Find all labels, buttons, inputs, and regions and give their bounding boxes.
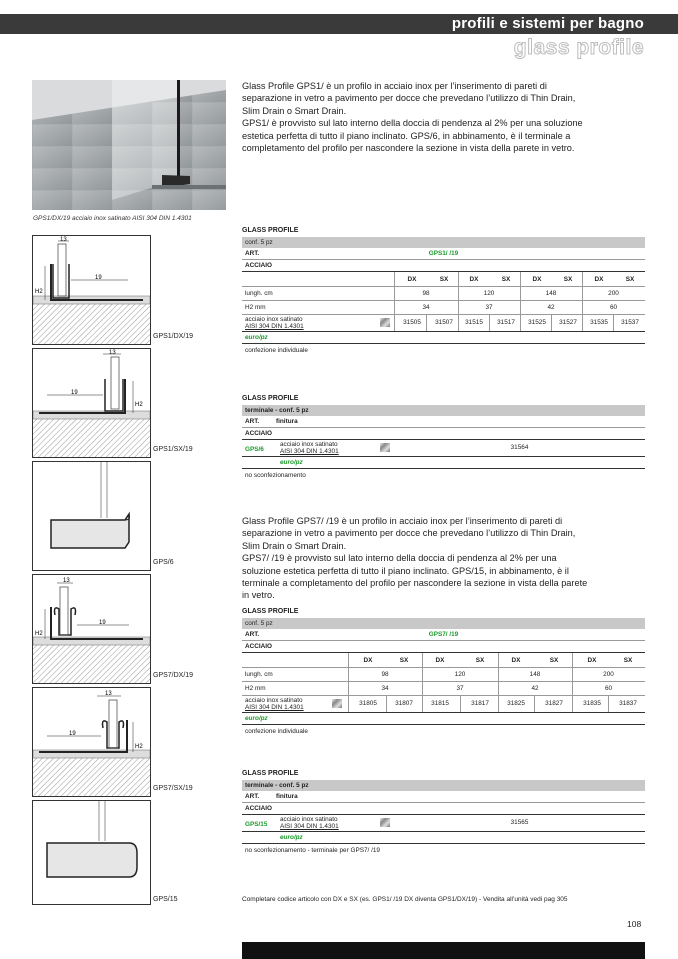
drawing-gps15: [32, 800, 151, 905]
text-line: estetica perfetta di tutto il piano inclinato. GPS/6, in abbinamento, è il terminale a: [242, 130, 571, 141]
sx-header: SX: [439, 276, 449, 283]
text-line: soluzione estetica perfetta di tutto il piano inclinato. GPS/15, in abbinamento, è il: [242, 565, 569, 576]
table-gps7: [242, 606, 645, 738]
table-material-row: [242, 803, 645, 815]
table-material-row: [242, 428, 645, 440]
finish-spec: AISI 304 DIN 1.4301: [245, 704, 304, 711]
text-line: separazione in vetro a pavimento per docce che prevedano l’utilizzo di Thin Drain,: [242, 93, 576, 104]
table-art-row: [242, 791, 645, 803]
page-header-bar: [0, 14, 678, 34]
table-length-row: [242, 287, 645, 301]
table-dxsx-row: [242, 653, 645, 668]
text-line: in vetro.: [242, 590, 275, 601]
code-cell: 31507: [435, 319, 453, 326]
photo-caption: GPS1/DX/19 acciaio inox satinato AISI 304 DIN 1.4301: [33, 215, 192, 222]
material-label: ACCIAIO: [245, 430, 272, 437]
finish-label: [245, 697, 304, 711]
length-value: 200: [608, 290, 619, 297]
finish-spec: AISI 304 DIN 1.4301: [245, 323, 304, 330]
table-title: GLASS PROFILE: [242, 608, 299, 615]
table-conf: conf. 5 pz: [242, 618, 645, 629]
code-cell: 31807: [395, 700, 413, 707]
length-value: 98: [422, 290, 430, 297]
sx-header: SX: [625, 276, 635, 283]
dim-side-label: 19: [69, 731, 76, 737]
material-label: ACCIAIO: [245, 805, 272, 812]
length-value: 148: [529, 671, 541, 678]
drawing-label: GPS/15: [153, 896, 178, 903]
h2-value: 42: [531, 685, 539, 692]
sx-header: SX: [501, 276, 511, 283]
sx-header: SX: [563, 276, 573, 283]
footer-bar: [242, 942, 645, 959]
art-label: ART.: [245, 250, 260, 257]
pack-label: no sconfezionamento: [245, 472, 306, 479]
table-pack-row: [242, 725, 645, 738]
sx-header: SX: [623, 657, 633, 664]
table-title: GLASS PROFILE: [242, 395, 299, 402]
section-title: profili e sistemi per bagno: [451, 15, 644, 32]
table-gps1: [242, 225, 645, 357]
art-label: ART.: [245, 418, 260, 425]
dx-header: DX: [435, 657, 445, 664]
dx-header: DX: [594, 276, 604, 283]
drawing-gps1-dx: [32, 235, 151, 345]
table-conf: terminale - conf. 5 pz: [242, 405, 645, 416]
dim-side-label: 19: [71, 390, 78, 396]
length-label: lungh. cm: [245, 671, 273, 678]
table-art-row: [242, 248, 645, 260]
text-line: terminale a completamento del profilo per nascondere la sezione in vista della parete: [242, 578, 588, 589]
drawing-gps1-sx: [32, 348, 151, 458]
table-h2-row: [242, 682, 645, 696]
code-cell: 31817: [471, 700, 489, 707]
finish-swatch: [332, 699, 342, 708]
h2-value: 60: [604, 685, 613, 692]
text-line: GPS7/ /19 è provvisto sul lato interno della doccia di pendenza al 2% per una: [242, 553, 557, 564]
dx-header: DX: [469, 276, 479, 283]
sx-header: SX: [549, 657, 559, 664]
article-code: GPS7/ /19: [428, 631, 459, 638]
table-conf: terminale - conf. 5 pz: [242, 780, 645, 791]
text-line: GPS1/ è provvisto sul lato interno della doccia di pendenza al 2% per una soluzione: [242, 118, 583, 129]
text-line: Glass Profile GPS1/ è un profilo in acciaio inox per l’inserimento di pareti di: [242, 81, 547, 91]
code-cell: 31515: [465, 319, 483, 326]
text-line: Slim Drain o Smart Drain.: [242, 105, 347, 116]
product-photo: [32, 80, 226, 210]
section-subtitle: glass profile: [513, 36, 644, 59]
table-euro-row: [242, 832, 645, 844]
code-cell: 31827: [545, 700, 563, 707]
table-title: GLASS PROFILE: [242, 770, 299, 777]
finish-spec: AISI 304 DIN 1.4301: [280, 823, 339, 830]
dim-h2-label: H2: [135, 744, 143, 750]
dim-side-label: 19: [99, 620, 106, 626]
table-material-row: [242, 641, 645, 653]
finish-swatch: [380, 318, 390, 327]
material-label: ACCIAIO: [245, 643, 272, 650]
dx-header: DX: [511, 657, 521, 664]
table-material-row: [242, 260, 645, 272]
dim-top-label: 13: [63, 578, 70, 584]
h2-label: H2 mm: [245, 304, 266, 311]
code-cell: 31525: [528, 319, 546, 326]
description-gps7: [242, 515, 642, 602]
code-cell: 31537: [621, 319, 639, 326]
table-gps6: [242, 393, 645, 482]
code-cell: 31805: [359, 700, 377, 707]
dim-h2-label: H2: [35, 631, 43, 637]
code-cell: 31565: [510, 819, 529, 826]
length-value: 200: [603, 671, 614, 678]
table-euro-row: [242, 332, 645, 344]
drawing-label: GPS1/SX/19: [153, 446, 193, 453]
euro-label: euro/pz: [280, 834, 303, 841]
code-cell: 31535: [590, 319, 608, 326]
sx-header: SX: [399, 657, 409, 664]
drawing-label: GPS7/DX/19: [153, 672, 194, 679]
h2-value: 42: [547, 304, 555, 311]
finish-label: [280, 441, 339, 455]
table-h2-row: [242, 301, 645, 315]
length-value: 98: [381, 671, 389, 678]
finitura-label: finitura: [276, 418, 298, 425]
table-pack-row: [242, 344, 645, 357]
euro-label: euro/pz: [245, 715, 268, 722]
finish-spec: AISI 304 DIN 1.4301: [280, 448, 339, 455]
sx-header: SX: [475, 657, 485, 664]
code-cell: 31825: [507, 700, 525, 707]
footnote: Completare codice articolo con DX e SX (es. GPS1/ /19 DX diventa GPS1/DX/19) - Vendita all’unità vedi pag 305: [242, 896, 568, 903]
length-value: 148: [545, 290, 557, 297]
finish-label: [280, 816, 339, 830]
drawing-gps6: [32, 461, 151, 571]
dx-header: DX: [363, 657, 373, 664]
material-label: ACCIAIO: [245, 262, 272, 269]
finish-swatch: [380, 818, 390, 827]
code-cell: 31835: [583, 700, 601, 707]
finish-name: acciaio inox satinato: [245, 697, 303, 704]
dx-header: DX: [532, 276, 542, 283]
pack-label: confezione individuale: [245, 728, 308, 735]
page-number: 108: [627, 919, 642, 929]
code-cell: 31837: [619, 700, 637, 707]
euro-label: euro/pz: [280, 459, 303, 466]
drawing-label: GPS7/SX/19: [153, 785, 193, 792]
drawing-label: GPS/6: [153, 559, 174, 566]
drawing-gps7-sx: [32, 687, 151, 797]
h2-value: 37: [456, 685, 464, 692]
finish-name: acciaio inox satinato: [280, 816, 338, 823]
dx-header: DX: [587, 657, 597, 664]
h2-value: 34: [422, 304, 430, 311]
article-code: GPS/15: [245, 821, 268, 828]
h2-value: 60: [609, 304, 618, 311]
dim-h2-label: H2: [35, 289, 43, 295]
art-label: ART.: [245, 793, 260, 800]
code-cell: 31505: [403, 319, 421, 326]
drawing-label: GPS1/DX/19: [153, 333, 194, 340]
table-length-row: [242, 668, 645, 682]
table-codes-row: [242, 696, 645, 713]
pack-label: confezione individuale: [245, 347, 308, 354]
h2-label: H2 mm: [245, 685, 266, 692]
table-codes-row: [242, 315, 645, 332]
table-title: GLASS PROFILE: [242, 227, 299, 234]
dim-h2-label: H2: [135, 402, 143, 408]
dim-top-label: 13: [105, 691, 112, 697]
finitura-label: finitura: [276, 793, 298, 800]
table-code-row: [242, 815, 645, 832]
code-cell: 31517: [497, 319, 515, 326]
table-gps15: [242, 768, 645, 857]
code-cell: 31815: [431, 700, 449, 707]
table-art-row: [242, 629, 645, 641]
length-label: lungh. cm: [245, 290, 273, 297]
length-value: 120: [483, 290, 495, 297]
finish-swatch: [380, 443, 390, 452]
dim-top-label: 13: [109, 350, 116, 356]
code-cell: 31564: [510, 444, 529, 451]
article-code: GPS/6: [245, 446, 264, 453]
table-conf: conf. 5 pz: [242, 237, 645, 248]
euro-label: euro/pz: [245, 334, 268, 341]
text-line: completamento del profilo per nascondere la sezione in vista della parete in vetro.: [242, 143, 575, 154]
description-gps1: [242, 80, 642, 154]
table-pack-row: [242, 844, 645, 857]
dim-side-label: 19: [95, 275, 102, 281]
table-code-row: [242, 440, 645, 457]
table-euro-row: [242, 457, 645, 469]
text-line: Slim Drain o Smart Drain.: [242, 540, 347, 551]
dx-header: DX: [407, 276, 417, 283]
drawing-gps7-dx: [32, 574, 151, 684]
code-cell: 31527: [559, 319, 577, 326]
text-line: separazione in vetro a pavimento per docce che prevedano l’utilizzo di Thin Drain,: [242, 528, 576, 539]
text-line: Glass Profile GPS7/ /19 è un profilo in acciaio inox per l’inserimento di pareti di: [242, 516, 563, 526]
table-art-row: [242, 416, 645, 428]
dim-top-label: 13: [60, 237, 67, 243]
finish-name: acciaio inox satinato: [280, 441, 338, 448]
table-euro-row: [242, 713, 645, 725]
art-label: ART.: [245, 631, 260, 638]
h2-value: 34: [381, 685, 389, 692]
table-dxsx-row: [242, 272, 645, 287]
finish-name: acciaio inox satinato: [245, 316, 303, 323]
h2-value: 37: [485, 304, 493, 311]
article-code: GPS1/ /19: [428, 250, 459, 257]
table-pack-row: [242, 469, 645, 482]
finish-label: [245, 316, 304, 330]
pack-label: no sconfezionamento - terminale per GPS7/ /19: [245, 847, 380, 854]
length-value: 120: [454, 671, 466, 678]
